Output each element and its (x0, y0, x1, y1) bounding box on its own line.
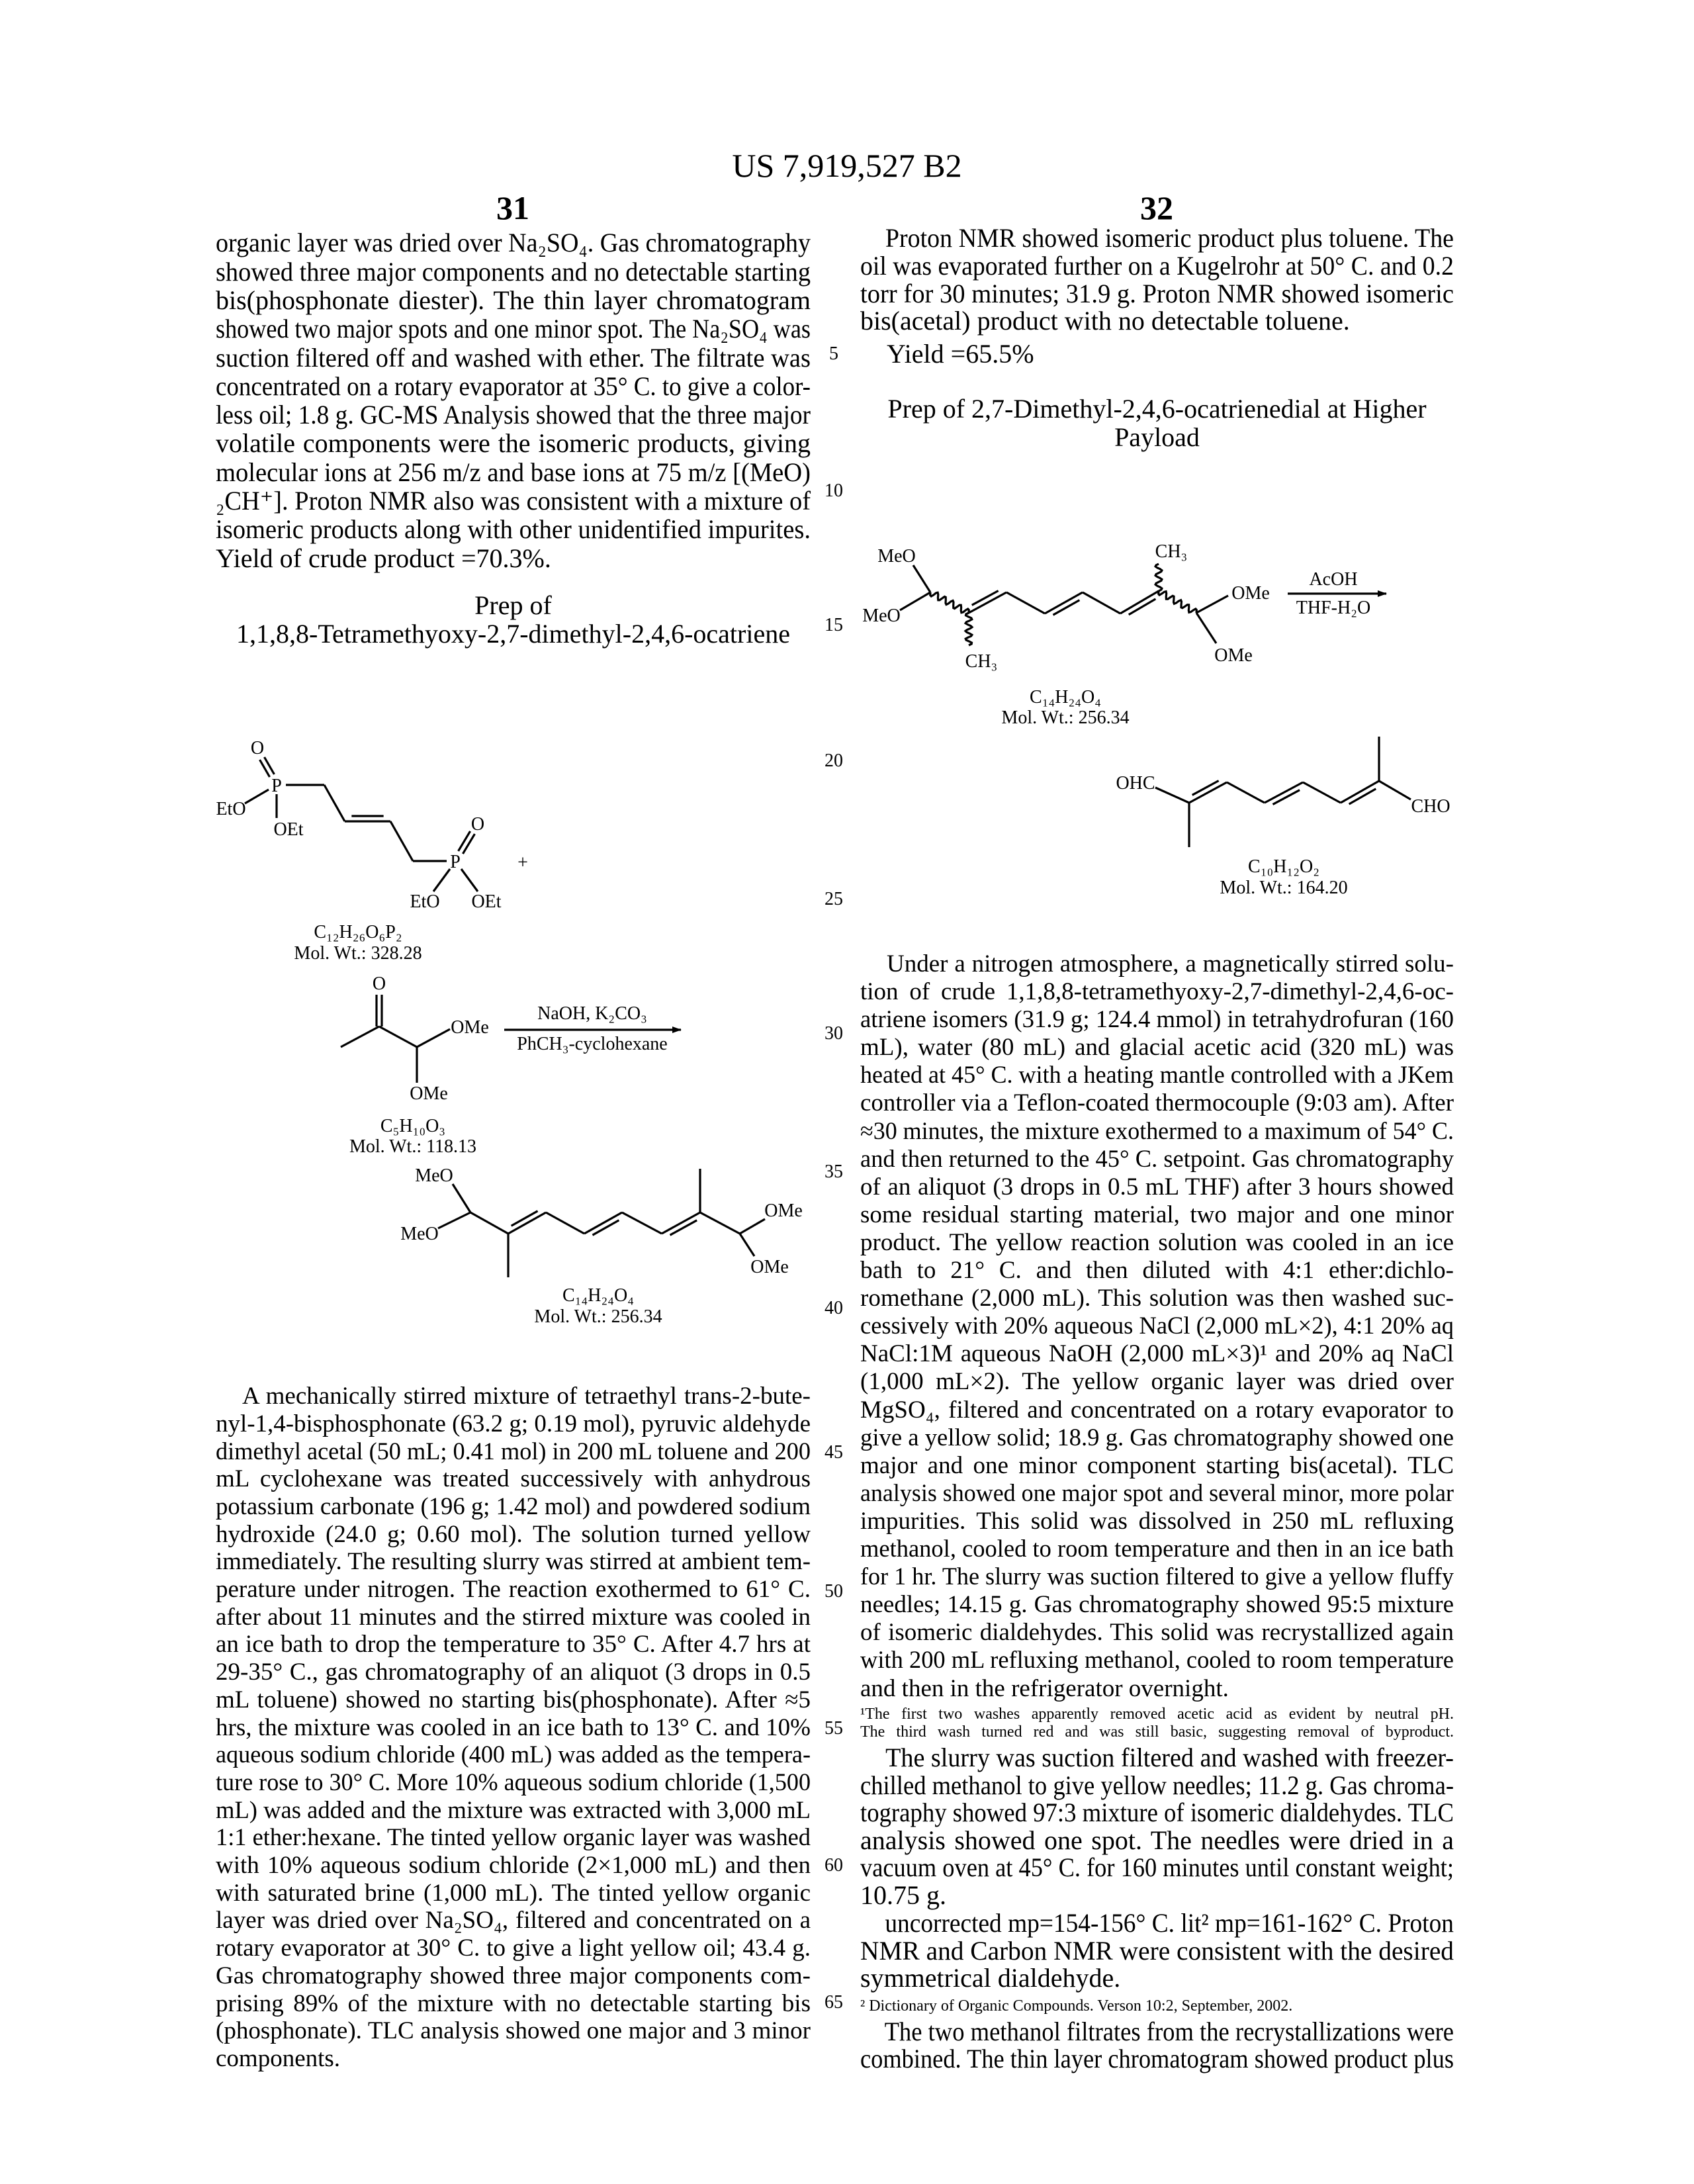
text-line-content: controller via a Teflon-coated thermocouple (9:03 am). After (860, 1089, 1454, 1116)
text-line-content: analysis showed one spot. The needles were dried in a (860, 1825, 1454, 1855)
text-line-content: A mechanically stirred mixture of tetraethyl trans-2-bute- (242, 1383, 811, 1410)
heading-line: Prep of 2,7-Dimethyl-2,4,6-ocatrienedial at Higher (860, 394, 1454, 423)
text-line-content: of an aliquot (3 drops in 0.5 mL THF) after 3 hours showed (860, 1173, 1454, 1201)
wavy-bond (1155, 564, 1162, 591)
text-line-content: dimethyl acetal (50 mL; 0.41 mol) in 200 mL toluene and 200 (216, 1438, 811, 1465)
text-line-content: hydroxide (24.0 g; 0.60 mol). The solution turned yellow (216, 1521, 811, 1548)
bond (1006, 592, 1045, 614)
text-line-content: impurities. This solid was dissolved in 250 mL refluxing (860, 1508, 1454, 1535)
bond (390, 821, 413, 861)
bond (913, 565, 930, 592)
text-line-content: atriene isomers (31.9 g; 124.4 mmol) in tetrahydrofuran (160 (860, 1006, 1454, 1033)
margin-line-number: 30 (819, 1024, 848, 1044)
bond (740, 1219, 765, 1234)
molecular-formula: C₁₄H₂₄O₄ (562, 1285, 634, 1306)
text-line-content: and then returned to the 45° C. setpoint. Gas chromatography (860, 1146, 1454, 1173)
atom-label: P (450, 852, 461, 872)
text-line-content: NaCl:1M aqueous NaOH (2,000 mL×3)¹ and 20% aq NaCl (860, 1340, 1454, 1367)
text-line-content: after about 11 minutes and the stirred mixture was cooled in (216, 1604, 811, 1631)
right-page-number: 32 (1091, 189, 1223, 226)
atom-label: CHO (1411, 796, 1450, 817)
text-line-content: heated at 45° C. with a heating mantle controlled with a JKem (860, 1062, 1454, 1089)
tetramethoxy-octatriene-structure (400, 1165, 803, 1327)
text-line-content: 10.75 g. (860, 1880, 946, 1910)
text-line-content: rotary evaporator at 30° C. to give a light yellow oil; 43.4 g. (216, 1934, 811, 1962)
text-line-content: bis(acetal) product with no detectable toluene. (860, 306, 1350, 336)
text-line-content: combined. The thin layer chromatogram showed product plus (860, 2044, 1454, 2073)
text-line-content: nyl-1,4-bisphosphonate (63.2 g; 0.19 mol), pyruvic aldehyde (216, 1410, 811, 1437)
atom-label: OMe (1231, 583, 1270, 604)
text-line-content: showed three major components and no detectable starting (216, 257, 811, 287)
text-line-content: volatile components were the isomeric products, giving (216, 428, 811, 458)
molecular-weight: Mol. Wt.: 256.34 (1001, 707, 1129, 728)
margin-line-number: 55 (819, 1719, 848, 1739)
text-line-content: and then in the refrigerator overnight. (860, 1675, 1229, 1702)
text-line-content: Proton NMR showed isomeric product plus toluene. The (885, 223, 1454, 253)
text-line-content: The two methanol filtrates from the recrystallizations were (885, 2017, 1454, 2046)
bond (740, 1234, 754, 1256)
text-line-content: chilled methanol to give yellow needles; 11.2 g. Gas chroma- (860, 1770, 1454, 1800)
isomeric-bisacetal-structure (862, 541, 1370, 728)
text-line-content: ¹The first two washes apparently removed acetic acid as evident by neutral pH. (860, 1706, 1454, 1723)
text-line-content: major and one minor component starting bis(acetal). TLC (860, 1452, 1454, 1479)
margin-line-number: 10 (819, 481, 848, 501)
pyruvic-aldehyde-acetal-structure (349, 974, 668, 1157)
text-line-content: Under a nitrogen atmosphere, a magnetically stirred solu- (887, 950, 1454, 978)
wavy-bond (1159, 591, 1197, 613)
text-line-content: analysis showed one major spot and several minor, more polar (860, 1480, 1454, 1507)
atom-label: MeO (400, 1224, 439, 1244)
margin-line-number: 40 (819, 1298, 848, 1318)
text-line-content: suction filtered off and washed with ether. The filtrate was (216, 343, 811, 373)
text-line-content: layer was dried over Na₂SO₄, filtered and concentrated on a (216, 1907, 811, 1934)
margin-line-number: 35 (819, 1162, 848, 1182)
atom-label: CH₃ (1155, 541, 1188, 562)
molecular-formula: C₅H₁₀O₃ (380, 1116, 445, 1136)
margin-line-number: 45 (819, 1443, 848, 1463)
text-line-content: with 10% aqueous sodium chloride (2×1,000 mL) and then (216, 1852, 811, 1879)
text-line-content: aqueous sodium chloride (400 mL) was added as the tempera- (216, 1741, 811, 1768)
margin-line-number: 60 (819, 1856, 848, 1876)
molecular-formula: C₁₂H₂₆O₆P₂ (314, 922, 402, 942)
text-line-content: concentrated on a rotary evaporator at 35° C. to give a color- (216, 371, 811, 401)
text-line-content: bath to 21° C. and then diluted with 4:1 ether:dichlo- (860, 1257, 1454, 1284)
text-line-content: hrs, the mixture was cooled in an ice bath to 13° C. and 10% (216, 1714, 811, 1741)
atom-label: OEt (471, 891, 501, 912)
text-line-content: potassium carbonate (196 g; 1.42 mol) and powdered sodium (216, 1493, 811, 1520)
atom-label: OMe (1214, 645, 1253, 666)
double-bond (459, 831, 470, 851)
plus-sign: + (517, 852, 528, 873)
text-line-content: symmetrical dialdehyde. (860, 1963, 1120, 1993)
atom-label: OMe (451, 1017, 489, 1038)
reagents-below-arrow: PhCH₃-cyclohexane (517, 1034, 667, 1054)
bond (1303, 782, 1341, 803)
patent-number: US 7,919,527 B2 (0, 147, 1694, 184)
heading-line: Payload (860, 423, 1454, 451)
text-line-content: needles; 14.15 g. Gas chromatography showed 95:5 mixture (860, 1591, 1454, 1618)
bond (470, 1212, 508, 1234)
text-line-content: bis(phosphonate diester). The thin layer chromatogram (216, 285, 811, 315)
bond (461, 869, 478, 891)
text-line-content: methanol, cooled to room temperature and then in an ice bath (860, 1535, 1454, 1563)
text-line-content: The slurry was suction filtered and washed with freezer- (885, 1743, 1454, 1772)
text-line-content: 29-35° C., gas chromatography of an aliquot (3 drops in 0.5 (216, 1659, 811, 1686)
text-line-content: tography showed 97:3 mixture of isomeric dialdehydes. TLC (860, 1797, 1454, 1827)
bond (1227, 782, 1265, 803)
text-line-content: mL toluene) showed no starting bis(phosphonate). After ≈5 (216, 1686, 811, 1713)
bond (1196, 613, 1216, 643)
text-line-content: less oil; 1.8 g. GC-MS Analysis showed that the three major (216, 400, 811, 430)
atom-label: CH₃ (965, 651, 998, 672)
margin-line-number: 5 (819, 344, 848, 364)
margin-line-number: 65 (819, 1993, 848, 2013)
bond (1083, 592, 1120, 614)
atom-label: OEt (273, 819, 303, 840)
atom-label: O (251, 738, 264, 758)
text-line-content: components. (216, 2045, 340, 2072)
bond (433, 869, 450, 891)
atom-label: OMe (410, 1083, 448, 1104)
margin-line-number: 20 (819, 751, 848, 771)
text-line-content: mL) was added and the mixture was extracted with 3,000 mL (216, 1797, 811, 1824)
double-bond (508, 1212, 546, 1234)
atom-label: O (373, 974, 386, 994)
double-bond (1120, 591, 1159, 614)
text-line-content: (phosphonate). TLC analysis showed one major and 3 minor (216, 2017, 811, 2044)
text-line-content: of isomeric dialdehydes. This solid was recrystallized again (860, 1619, 1454, 1646)
atom-label: EtO (216, 799, 245, 819)
text-line-content: ≈30 minutes, the mixture exothermed to a maximum of 54° C. (860, 1118, 1454, 1145)
double-bond (463, 834, 474, 854)
atom-label: P (271, 776, 282, 796)
double-bond (1045, 592, 1083, 614)
double-bond (1341, 781, 1379, 803)
text-line-content: ² Dictionary of Organic Compounds. Verson 10:2, September, 2002. (860, 1997, 1292, 2015)
text-line-content: with saturated brine (1,000 mL). The tinted yellow organic (216, 1880, 811, 1907)
molecular-formula: C₁₀H₁₂O₂ (1248, 856, 1319, 877)
margin-line-number: 50 (819, 1582, 848, 1602)
text-line-content: ₂CH⁺]. Proton NMR also was consistent with a mixture of (216, 486, 811, 516)
text-line-content: mL cyclohexane was treated successively with anhydrous (216, 1465, 811, 1492)
text-line-content: prising 89% of the mixture with no detectable starting bis (216, 1990, 811, 2017)
text-line-content: uncorrected mp=154-156° C. lit² mp=161-162° C. Proton (885, 1908, 1454, 1938)
bond (245, 790, 269, 803)
text-line-content: oil was evaporated further on a Kugelrohr at 50° C. and 0.2 (860, 251, 1454, 281)
bond (453, 1184, 470, 1212)
atom-label: MeO (415, 1165, 453, 1186)
text-line-content: Yield of crude product =70.3%. (216, 543, 551, 573)
reagents-above-arrow: AcOH (1309, 569, 1357, 590)
text-line-content: Yield =65.5% (887, 339, 1034, 369)
bond (1196, 596, 1228, 613)
text-line-content: give a yellow solid; 18.9 g. Gas chromatography showed one (860, 1424, 1454, 1451)
heading-line: 1,1,8,8-Tetramethyoxy-2,7-dimethyl-2,4,6-ocatriene (216, 619, 811, 648)
bond (622, 1212, 662, 1234)
atom-label: OMe (764, 1201, 803, 1221)
heading-line: Prep of (216, 591, 811, 619)
left-page-number: 31 (447, 189, 579, 226)
margin-line-number: 15 (819, 615, 848, 635)
text-line-content: NMR and Carbon NMR were consistent with the desired (860, 1936, 1454, 1966)
molecular-weight: Mol. Wt.: 164.20 (1220, 878, 1347, 898)
text-line-content: torr for 30 minutes; 31.9 g. Proton NMR showed isomeric (860, 279, 1454, 308)
text-line-content: some residual starting material, two major and one minor (860, 1201, 1454, 1228)
bond (700, 1212, 740, 1234)
molecular-weight: Mol. Wt.: 118.13 (349, 1136, 476, 1157)
bond (417, 1029, 450, 1047)
bond (324, 785, 345, 821)
text-line-content: 1:1 ether:hexane. The tinted yellow organic layer was washed (216, 1824, 811, 1851)
text-line-content: ture rose to 30° C. More 10% aqueous sodium chloride (1,500 (216, 1769, 811, 1796)
wavy-bond (930, 592, 969, 613)
text-line-content: isomeric products along with other unidentified impurites. (216, 514, 811, 544)
text-line-content: MgSO₄, filtered and concentrated on a rotary evaporator to (860, 1396, 1454, 1424)
atom-label: O (471, 814, 484, 835)
bond (438, 1212, 470, 1228)
text-line-content: product. The yellow reaction solution was cooled in an ice (860, 1229, 1454, 1256)
text-line-content: The third wash turned red and was still basic, suggesting removal of byproduct. (860, 1723, 1454, 1741)
bond (1379, 781, 1411, 799)
atom-label: EtO (410, 891, 439, 912)
reagents-above-arrow: NaOH, K₂CO₃ (537, 1003, 647, 1024)
text-line-content: molecular ions at 256 m/z and base ions at 75 m/z [(MeO) (216, 457, 811, 487)
text-line-content: mL), water (80 mL) and glacial acetic acid (320 mL) was (860, 1034, 1454, 1061)
chemical-schemes (0, 0, 1694, 2184)
molecular-formula: C₁₄H₂₄O₄ (1030, 687, 1101, 707)
double-bond (662, 1212, 700, 1234)
text-line-content: tion of crude 1,1,8,8-tetramethyoxy-2,7-dimethyl-2,4,6-oc- (860, 978, 1454, 1005)
bond (1155, 788, 1189, 803)
atom-label: OHC (1116, 773, 1155, 794)
text-line-content: Gas chromatography showed three major components com- (216, 1962, 811, 1989)
bond (379, 1026, 417, 1047)
text-line-content: with 200 mL refluxing methanol, cooled to room temperature (860, 1647, 1454, 1674)
text-line-content: cessively with 20% aqueous NaCl (2,000 mL×2), 4:1 20% aq (860, 1312, 1454, 1340)
bond (900, 592, 930, 610)
text-line-content: romethane (2,000 mL). This solution was then washed suc- (860, 1285, 1454, 1312)
molecular-weight: Mol. Wt.: 256.34 (534, 1306, 662, 1327)
reagents-below-arrow: THF-H₂O (1296, 598, 1370, 618)
text-line-content: an ice bath to drop the temperature to 35° C. After 4.7 hrs at (216, 1631, 811, 1658)
text-line-content: perature under nitrogen. The reaction exothermed to 61° C. (216, 1576, 811, 1603)
text-line-content: organic layer was dried over Na₂SO₄. Gas chromatography (216, 228, 811, 257)
text-line-content: showed two major spots and one minor spot. The Na₂SO₄ was (216, 314, 811, 343)
atom-label: MeO (862, 606, 901, 626)
double-bond (584, 1212, 622, 1234)
text-line-content: vacuum oven at 45° C. for 160 minutes until constant weight; (860, 1852, 1454, 1882)
wavy-bond (965, 613, 972, 645)
atom-label: OMe (750, 1257, 789, 1277)
bisphosphonate-structure (216, 738, 527, 964)
atom-label: MeO (877, 546, 916, 567)
text-line-content: for 1 hr. The slurry was suction filtered to give a yellow fluffy (860, 1563, 1454, 1590)
text-line-content: (1,000 mL×2). The yellow organic layer was dried over (860, 1368, 1454, 1395)
molecular-weight: Mol. Wt.: 328.28 (294, 943, 422, 964)
margin-line-number: 25 (819, 889, 848, 909)
bond (341, 1026, 379, 1047)
bond (546, 1212, 584, 1234)
text-line-content: immediately. The resulting slurry was stirred at ambient tem- (216, 1548, 811, 1575)
